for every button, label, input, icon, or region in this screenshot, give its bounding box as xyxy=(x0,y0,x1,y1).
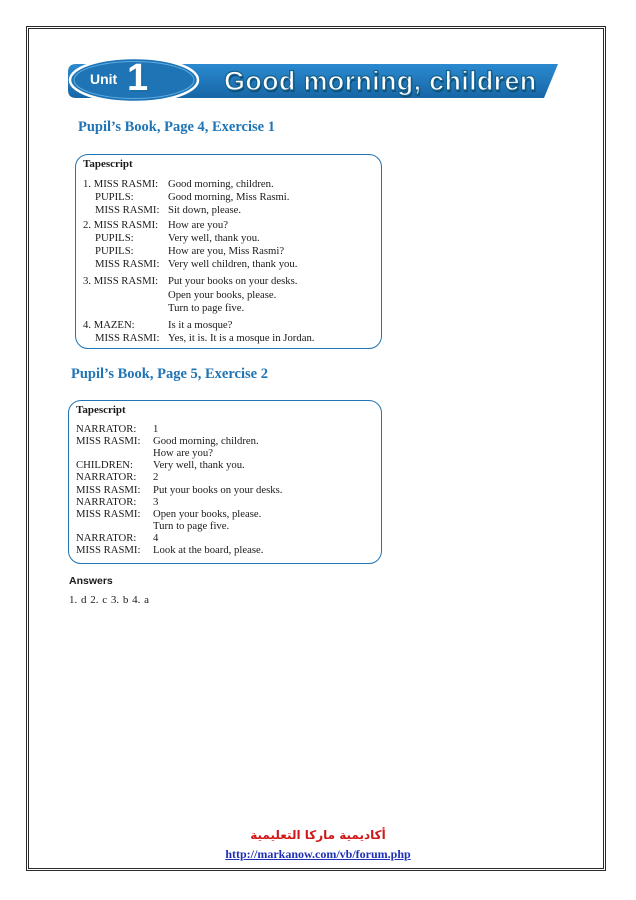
tapescript-speaker: NARRATOR: xyxy=(76,532,137,544)
tapescript-speaker: 2. MISS RASMI: xyxy=(83,219,159,231)
tapescript-speaker: MISS RASMI: xyxy=(76,544,141,556)
tapescript-line: How are you? xyxy=(153,447,213,459)
tapescript-line: How are you? xyxy=(168,219,228,231)
tapescript-line: Yes, it is. It is a mosque in Jordan. xyxy=(168,332,315,344)
tapescript-box-1 xyxy=(75,154,382,349)
tapescript-speaker: CHILDREN: xyxy=(76,459,133,471)
tapescript-line: Is it a mosque? xyxy=(168,319,233,331)
tapescript-title: Tapescript xyxy=(83,158,133,170)
answers-list: 1. d 2. c 3. b 4. a xyxy=(69,594,150,606)
tapescript-line: Good morning, children. xyxy=(168,178,274,190)
unit-number: 1 xyxy=(127,57,149,99)
unit-label: Unit xyxy=(90,71,118,87)
footer-forum-link[interactable]: http://markanow.com/vb/forum.php xyxy=(225,847,411,861)
section-heading-exercise-1: Pupil’s Book, Page 4, Exercise 1 xyxy=(78,119,275,135)
tapescript-box-2 xyxy=(68,400,382,564)
tapescript-speaker: 3. MISS RASMI: xyxy=(83,275,159,287)
tapescript-speaker: PUPILS: xyxy=(95,232,134,244)
tapescript-line: 3 xyxy=(153,496,159,508)
tapescript-line: Put your books on your desks. xyxy=(153,484,283,496)
tapescript-speaker: MISS RASMI: xyxy=(95,332,160,344)
tapescript-speaker: PUPILS: xyxy=(95,191,134,203)
tapescript-speaker: MISS RASMI: xyxy=(76,435,141,447)
tapescript-speaker: 4. MAZEN: xyxy=(83,319,135,331)
tapescript-line: Turn to page five. xyxy=(153,520,230,532)
answers-heading: Answers xyxy=(69,575,113,587)
tapescript-line: Good morning, children. xyxy=(153,435,259,447)
tapescript-line: Very well children, thank you. xyxy=(168,258,298,270)
tapescript-line: Turn to page five. xyxy=(168,302,245,314)
tapescript-speaker: PUPILS: xyxy=(95,245,134,257)
tapescript-line: 2 xyxy=(153,471,159,483)
footer-arabic-text: أكاديمية ماركا التعليمية xyxy=(250,828,386,842)
tapescript-line: Sit down, please. xyxy=(168,204,242,216)
tapescript-line: Open your books, please. xyxy=(153,508,262,520)
tapescript-line: Very well, thank you. xyxy=(153,459,245,471)
tapescript-speaker: MISS RASMI: xyxy=(76,508,141,520)
tapescript-speaker: MISS RASMI: xyxy=(76,484,141,496)
section-heading-exercise-2: Pupil’s Book, Page 5, Exercise 2 xyxy=(71,366,268,382)
page-title: Good morning, children xyxy=(224,66,537,96)
tapescript-line: 4 xyxy=(153,532,159,544)
tapescript-speaker: NARRATOR: xyxy=(76,471,137,483)
tapescript-speaker: NARRATOR: xyxy=(76,423,137,435)
tapescript-speaker: NARRATOR: xyxy=(76,496,137,508)
tapescript-speaker: MISS RASMI: xyxy=(95,258,160,270)
tapescript-line: Open your books, please. xyxy=(168,289,277,301)
unit-banner xyxy=(66,58,558,102)
tapescript-line: How are you, Miss Rasmi? xyxy=(168,245,285,257)
tapescript-line: Very well, thank you. xyxy=(168,232,260,244)
tapescript-line: Look at the board, please. xyxy=(153,544,264,556)
tapescript-line: Put your books on your desks. xyxy=(168,275,298,287)
tapescript-speaker: 1. MISS RASMI: xyxy=(83,178,159,190)
tapescript-line: Good morning, Miss Rasmi. xyxy=(168,191,290,203)
tapescript-line: 1 xyxy=(153,423,159,435)
tapescript-title: Tapescript xyxy=(76,404,126,416)
tapescript-speaker: MISS RASMI: xyxy=(95,204,160,216)
